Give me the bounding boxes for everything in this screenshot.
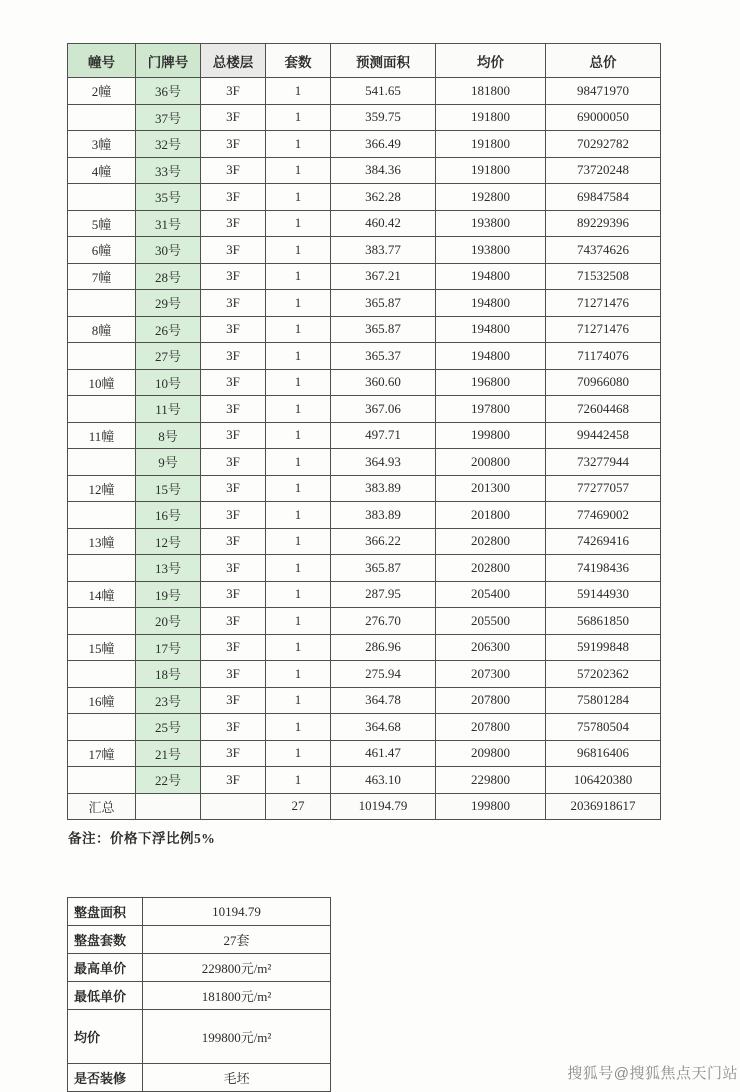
table-cell: 287.95	[331, 581, 436, 608]
table-cell: 73720248	[546, 157, 661, 184]
table-cell: 194800	[436, 316, 546, 343]
table-cell: 383.89	[331, 475, 436, 502]
table-cell: 17号	[136, 634, 201, 661]
table-cell: 1	[266, 131, 331, 158]
table-cell: 5幢	[68, 210, 136, 237]
info-label: 最高单价	[68, 954, 143, 982]
table-cell: 1	[266, 290, 331, 317]
table-cell	[68, 290, 136, 317]
table-cell: 73277944	[546, 449, 661, 476]
table-cell: 3F	[201, 396, 266, 423]
table-cell: 364.68	[331, 714, 436, 741]
info-value: 229800元/m²	[143, 954, 331, 982]
watermark-text: 搜狐号@搜狐焦点天门站	[567, 1065, 738, 1082]
table-cell: 89229396	[546, 210, 661, 237]
info-row	[68, 982, 331, 1010]
table-cell: 20号	[136, 608, 201, 635]
table-cell: 3F	[201, 528, 266, 555]
table-cell: 16号	[136, 502, 201, 529]
table-cell: 3F	[201, 131, 266, 158]
column-header: 套数	[266, 44, 331, 78]
table-cell	[68, 767, 136, 794]
table-cell: 59144930	[546, 581, 661, 608]
table-cell: 28号	[136, 263, 201, 290]
table-cell: 10号	[136, 369, 201, 396]
table-cell: 17幢	[68, 740, 136, 767]
table-cell: 362.28	[331, 184, 436, 211]
table-cell: 1	[266, 237, 331, 264]
table-cell: 3F	[201, 104, 266, 131]
table-row	[68, 104, 661, 131]
info-label: 最低单价	[68, 982, 143, 1010]
info-row	[68, 1064, 331, 1092]
info-row	[68, 1010, 331, 1064]
table-cell: 201300	[436, 475, 546, 502]
table-row	[68, 767, 661, 794]
table-cell: 74269416	[546, 528, 661, 555]
summary-row	[68, 793, 661, 820]
table-cell	[68, 661, 136, 688]
table-cell: 71271476	[546, 290, 661, 317]
table-cell: 276.70	[331, 608, 436, 635]
table-cell: 194800	[436, 263, 546, 290]
table-cell	[68, 104, 136, 131]
table-cell: 207800	[436, 687, 546, 714]
table-cell: 37号	[136, 104, 201, 131]
table-cell: 33号	[136, 157, 201, 184]
table-cell: 3F	[201, 210, 266, 237]
table-cell: 22号	[136, 767, 201, 794]
table-cell: 1	[266, 502, 331, 529]
column-header: 幢号	[68, 44, 136, 78]
table-row	[68, 316, 661, 343]
table-cell: 383.77	[331, 237, 436, 264]
table-cell: 3F	[201, 634, 266, 661]
table-cell: 3F	[201, 767, 266, 794]
table-cell: 541.65	[331, 78, 436, 105]
info-label: 是否装修	[68, 1064, 143, 1092]
table-row	[68, 714, 661, 741]
table-row	[68, 608, 661, 635]
table-cell: 206300	[436, 634, 546, 661]
table-cell: 1	[266, 661, 331, 688]
table-cell	[68, 608, 136, 635]
table-cell: 1	[266, 157, 331, 184]
table-row	[68, 555, 661, 582]
table-cell: 205500	[436, 608, 546, 635]
info-value: 毛坯	[143, 1064, 331, 1092]
table-cell: 98471970	[546, 78, 661, 105]
table-row	[68, 740, 661, 767]
table-cell: 19号	[136, 581, 201, 608]
table-cell: 27号	[136, 343, 201, 370]
table-cell: 36号	[136, 78, 201, 105]
table-row	[68, 661, 661, 688]
table-cell: 366.22	[331, 528, 436, 555]
table-cell: 202800	[436, 555, 546, 582]
table-cell	[68, 449, 136, 476]
table-cell: 1	[266, 555, 331, 582]
table-cell: 70966080	[546, 369, 661, 396]
table-cell: 35号	[136, 184, 201, 211]
table-cell: 286.96	[331, 634, 436, 661]
table-cell: 209800	[436, 740, 546, 767]
table-cell: 74374626	[546, 237, 661, 264]
table-row	[68, 687, 661, 714]
column-header: 均价	[436, 44, 546, 78]
table-row	[68, 184, 661, 211]
table-cell: 75801284	[546, 687, 661, 714]
table-cell: 18号	[136, 661, 201, 688]
table-cell: 29号	[136, 290, 201, 317]
table-cell: 199800	[436, 422, 546, 449]
summary-info-table	[67, 897, 331, 1092]
table-cell: 77469002	[546, 502, 661, 529]
table-cell: 192800	[436, 184, 546, 211]
table-cell: 7幢	[68, 263, 136, 290]
table-cell: 12幢	[68, 475, 136, 502]
table-cell: 106420380	[546, 767, 661, 794]
table-cell: 1	[266, 740, 331, 767]
table-cell: 3F	[201, 714, 266, 741]
table-cell: 11号	[136, 396, 201, 423]
table-cell: 359.75	[331, 104, 436, 131]
table-row	[68, 422, 661, 449]
table-cell: 71532508	[546, 263, 661, 290]
table-cell: 191800	[436, 157, 546, 184]
info-label: 整盘面积	[68, 898, 143, 926]
table-row	[68, 343, 661, 370]
table-cell: 77277057	[546, 475, 661, 502]
table-cell: 59199848	[546, 634, 661, 661]
table-cell: 26号	[136, 316, 201, 343]
table-cell: 1	[266, 528, 331, 555]
table-cell: 1	[266, 104, 331, 131]
table-cell: 3F	[201, 316, 266, 343]
table-cell: 3F	[201, 343, 266, 370]
column-header: 总楼层	[201, 44, 266, 78]
table-cell: 3幢	[68, 131, 136, 158]
info-label: 均价	[68, 1010, 143, 1064]
price-table-head	[68, 44, 661, 78]
table-cell: 367.21	[331, 263, 436, 290]
table-cell: 365.87	[331, 290, 436, 317]
table-cell: 1	[266, 316, 331, 343]
table-cell: 360.60	[331, 369, 436, 396]
summary-cell: 199800	[436, 793, 546, 820]
table-cell: 16幢	[68, 687, 136, 714]
table-cell: 1	[266, 184, 331, 211]
table-cell: 367.06	[331, 396, 436, 423]
table-cell: 197800	[436, 396, 546, 423]
table-cell: 275.94	[331, 661, 436, 688]
table-cell: 1	[266, 396, 331, 423]
table-cell: 8号	[136, 422, 201, 449]
table-cell: 1	[266, 581, 331, 608]
table-cell: 6幢	[68, 237, 136, 264]
table-cell: 10幢	[68, 369, 136, 396]
table-cell: 13幢	[68, 528, 136, 555]
table-cell: 384.36	[331, 157, 436, 184]
table-cell: 3F	[201, 608, 266, 635]
table-cell: 14幢	[68, 581, 136, 608]
table-cell: 9号	[136, 449, 201, 476]
table-cell: 99442458	[546, 422, 661, 449]
table-cell: 3F	[201, 449, 266, 476]
table-row	[68, 528, 661, 555]
table-cell	[68, 184, 136, 211]
table-row	[68, 581, 661, 608]
table-cell: 1	[266, 475, 331, 502]
table-cell	[68, 714, 136, 741]
table-cell: 2幢	[68, 78, 136, 105]
table-cell: 3F	[201, 502, 266, 529]
table-cell: 96816406	[546, 740, 661, 767]
table-cell: 32号	[136, 131, 201, 158]
table-cell: 497.71	[331, 422, 436, 449]
table-cell: 1	[266, 210, 331, 237]
table-cell: 74198436	[546, 555, 661, 582]
table-row	[68, 396, 661, 423]
table-cell: 11幢	[68, 422, 136, 449]
table-cell: 3F	[201, 581, 266, 608]
table-row	[68, 449, 661, 476]
table-cell: 3F	[201, 263, 266, 290]
table-cell	[68, 396, 136, 423]
table-row	[68, 290, 661, 317]
table-cell: 460.42	[331, 210, 436, 237]
info-value: 199800元/m²	[143, 1010, 331, 1064]
table-cell: 3F	[201, 184, 266, 211]
table-cell: 3F	[201, 555, 266, 582]
table-row	[68, 475, 661, 502]
table-row	[68, 369, 661, 396]
table-cell: 1	[266, 343, 331, 370]
summary-cell: 2036918617	[546, 793, 661, 820]
info-row	[68, 954, 331, 982]
table-cell: 193800	[436, 237, 546, 264]
table-row	[68, 78, 661, 105]
price-table	[67, 43, 661, 820]
table-row	[68, 502, 661, 529]
table-cell: 200800	[436, 449, 546, 476]
table-cell: 463.10	[331, 767, 436, 794]
table-cell: 1	[266, 369, 331, 396]
table-cell: 364.93	[331, 449, 436, 476]
table-cell: 194800	[436, 290, 546, 317]
table-cell: 1	[266, 634, 331, 661]
table-cell: 1	[266, 422, 331, 449]
table-cell: 229800	[436, 767, 546, 794]
table-cell: 1	[266, 687, 331, 714]
table-cell: 3F	[201, 78, 266, 105]
table-cell: 69000050	[546, 104, 661, 131]
table-cell: 1	[266, 767, 331, 794]
table-cell: 3F	[201, 422, 266, 449]
table-row	[68, 237, 661, 264]
table-cell: 15号	[136, 475, 201, 502]
table-cell: 57202362	[546, 661, 661, 688]
table-cell: 70292782	[546, 131, 661, 158]
table-cell: 30号	[136, 237, 201, 264]
table-cell: 202800	[436, 528, 546, 555]
table-cell: 205400	[436, 581, 546, 608]
table-cell: 3F	[201, 687, 266, 714]
table-cell: 3F	[201, 661, 266, 688]
table-cell: 181800	[436, 78, 546, 105]
table-cell: 72604468	[546, 396, 661, 423]
table-cell: 364.78	[331, 687, 436, 714]
table-cell: 366.49	[331, 131, 436, 158]
info-table-body	[68, 898, 331, 1092]
column-header: 门牌号	[136, 44, 201, 78]
table-cell	[68, 343, 136, 370]
table-cell: 383.89	[331, 502, 436, 529]
table-cell: 3F	[201, 475, 266, 502]
summary-cell: 汇总	[68, 793, 136, 820]
table-cell: 3F	[201, 740, 266, 767]
table-cell: 3F	[201, 237, 266, 264]
column-header: 预测面积	[331, 44, 436, 78]
table-cell: 191800	[436, 131, 546, 158]
table-cell: 4幢	[68, 157, 136, 184]
table-row	[68, 131, 661, 158]
table-cell: 75780504	[546, 714, 661, 741]
info-row	[68, 926, 331, 954]
info-value: 10194.79	[143, 898, 331, 926]
table-cell: 3F	[201, 369, 266, 396]
table-cell: 1	[266, 608, 331, 635]
table-cell: 365.87	[331, 555, 436, 582]
table-cell: 196800	[436, 369, 546, 396]
info-row	[68, 898, 331, 926]
summary-cell	[136, 793, 201, 820]
table-cell: 207300	[436, 661, 546, 688]
table-cell	[68, 502, 136, 529]
column-header: 总价	[546, 44, 661, 78]
table-cell: 31号	[136, 210, 201, 237]
table-cell: 15幢	[68, 634, 136, 661]
table-cell: 461.47	[331, 740, 436, 767]
table-cell: 71174076	[546, 343, 661, 370]
table-body	[68, 78, 661, 820]
table-row	[68, 634, 661, 661]
table-cell: 8幢	[68, 316, 136, 343]
table-cell: 207800	[436, 714, 546, 741]
summary-cell: 10194.79	[331, 793, 436, 820]
table-row	[68, 210, 661, 237]
table-cell: 3F	[201, 157, 266, 184]
table-cell: 71271476	[546, 316, 661, 343]
table-cell: 193800	[436, 210, 546, 237]
table-cell: 23号	[136, 687, 201, 714]
table-cell: 13号	[136, 555, 201, 582]
summary-cell: 27	[266, 793, 331, 820]
table-header-row	[68, 44, 661, 78]
table-cell: 69847584	[546, 184, 661, 211]
table-cell: 21号	[136, 740, 201, 767]
table-cell: 365.37	[331, 343, 436, 370]
table-row	[68, 263, 661, 290]
summary-cell	[201, 793, 266, 820]
table-row	[68, 157, 661, 184]
table-cell: 1	[266, 263, 331, 290]
info-label: 整盘套数	[68, 926, 143, 954]
table-cell: 191800	[436, 104, 546, 131]
info-value: 27套	[143, 926, 331, 954]
table-cell: 1	[266, 449, 331, 476]
table-cell: 56861850	[546, 608, 661, 635]
info-value: 181800元/m²	[143, 982, 331, 1010]
table-cell: 12号	[136, 528, 201, 555]
table-cell: 1	[266, 714, 331, 741]
table-cell	[68, 555, 136, 582]
table-cell: 365.87	[331, 316, 436, 343]
note-text: 备注：价格下浮比例5%	[68, 831, 216, 846]
table-cell: 3F	[201, 290, 266, 317]
table-cell: 194800	[436, 343, 546, 370]
table-cell: 201800	[436, 502, 546, 529]
table-cell: 1	[266, 78, 331, 105]
table-cell: 25号	[136, 714, 201, 741]
